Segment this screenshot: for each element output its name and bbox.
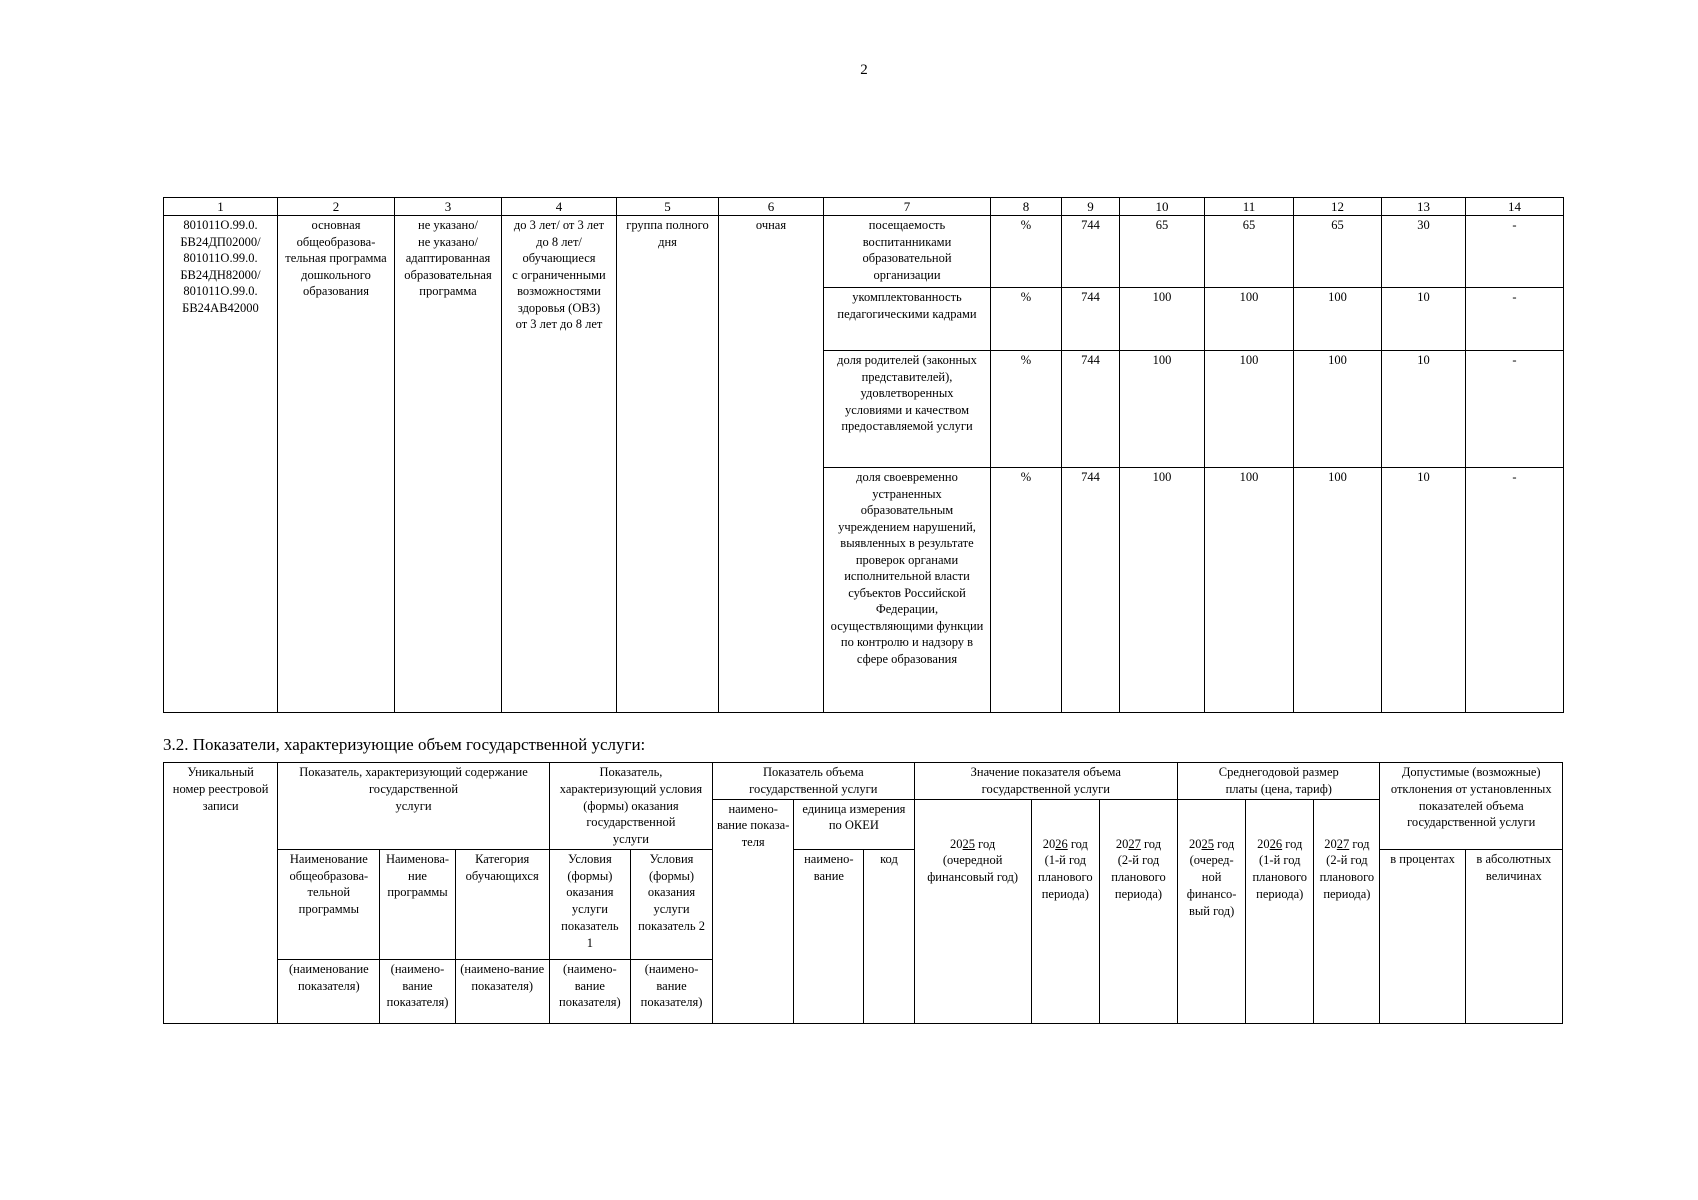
column-numbers-row — [164, 198, 1564, 216]
year-prefix: 20 — [1115, 836, 1129, 851]
deviation-percent: 10 — [1382, 288, 1466, 351]
subheader-condition-1: Условия (формы) оказания услуги показатель 1 — [549, 849, 630, 959]
subheader-category: Категория обучающихся — [455, 849, 549, 959]
col-number: 3 — [395, 198, 502, 216]
subheader-condition-2: Условия (формы) оказания услуги показатель 2 — [630, 849, 712, 959]
col-number: 1 — [164, 198, 278, 216]
header-year-2025 — [914, 799, 1031, 1023]
indicator-code: 744 — [1062, 288, 1120, 351]
year-value: 26 — [1269, 836, 1283, 851]
header-conditions-indicator: Показатель, характеризующий условия (формы) оказания государственной услуги — [549, 763, 712, 850]
indicator-2026: 65 — [1205, 216, 1294, 288]
quality-indicators-table — [163, 197, 1564, 713]
header-fee-year-2026 — [1246, 799, 1314, 1023]
indicator-2026: 100 — [1205, 351, 1294, 468]
indicator-name: укомплектованность педагогическими кадрами — [824, 288, 991, 351]
subheader-program-name: Наименование общеобразова- тельной программы — [278, 849, 380, 959]
year-suffix: год — [1282, 836, 1303, 851]
col-number: 9 — [1062, 198, 1120, 216]
education-form: очная — [719, 216, 824, 713]
indicator-2026: 100 — [1205, 288, 1294, 351]
indicator-2025: 100 — [1120, 351, 1205, 468]
header-fee-year-2025 — [1178, 799, 1246, 1023]
indicator-unit: % — [991, 216, 1062, 288]
deviation-absolute: - — [1466, 468, 1564, 713]
col-number: 11 — [1205, 198, 1294, 216]
deviation-absolute: - — [1466, 216, 1564, 288]
section-title: 3.2. Показатели, характеризующие объем государственной услуги: — [163, 735, 646, 754]
indicator-2025: 65 — [1120, 216, 1205, 288]
year-prefix: 20 — [1324, 836, 1337, 851]
year-suffix: год — [1214, 836, 1235, 851]
year-description: (2-й год планового периода) — [1111, 853, 1166, 901]
program-type: не указано/ не указано/ адаптированная образовательная программа — [395, 216, 502, 713]
col-number: 5 — [617, 198, 719, 216]
indicator-2027: 100 — [1294, 351, 1382, 468]
indicator-label: (наимено- вание показателя) — [630, 959, 712, 1023]
year-description: (1-й год планового периода) — [1252, 853, 1308, 901]
indicator-code: 744 — [1062, 216, 1120, 288]
year-suffix: год — [975, 836, 996, 851]
indicator-2027: 65 — [1294, 216, 1382, 288]
year-description: (очеред- ной финансо- вый год) — [1186, 853, 1237, 918]
indicator-code: 744 — [1062, 468, 1120, 713]
table-row — [164, 216, 1564, 288]
header-registry-number: Уникальный номер реестровой записи — [164, 763, 278, 1024]
indicator-unit: % — [991, 288, 1062, 351]
subheader-deviation-absolute: в абсолютных величинах — [1465, 849, 1562, 1023]
year-prefix: 20 — [1257, 836, 1270, 851]
year-description: (1-й год планового периода) — [1038, 853, 1093, 901]
col-number: 10 — [1120, 198, 1205, 216]
header-average-fee: Среднегодовой размер платы (цена, тариф) — [1178, 763, 1380, 800]
year-value: 27 — [1336, 836, 1350, 851]
header-content-indicator: Показатель, характеризующий содержание государственной услуги — [278, 763, 550, 850]
deviation-percent: 10 — [1382, 468, 1466, 713]
col-number: 8 — [991, 198, 1062, 216]
deviation-percent: 10 — [1382, 351, 1466, 468]
header-year-2026 — [1031, 799, 1099, 1023]
indicator-name: доля родителей (законных представителей), удовлетворенных условиями и качеством предоставляемой услуги — [824, 351, 991, 468]
indicator-name: доля своевременно устраненных образовательным учреждением нарушений, выявленных в результате проверок органами исполнительной власти субъектов Российской Федерации, осуществляющими функции по контролю и надзору в сфере образования — [824, 468, 991, 713]
deviation-percent: 30 — [1382, 216, 1466, 288]
indicator-unit: % — [991, 468, 1062, 713]
header-fee-year-2027 — [1314, 799, 1380, 1023]
program-content: основная общеобразова- тельная программа дошкольного образования — [278, 216, 395, 713]
indicator-label: (наимено- вание показателя) — [380, 959, 455, 1023]
year-prefix: 20 — [1042, 836, 1056, 851]
indicator-2026: 100 — [1205, 468, 1294, 713]
indicator-2027: 100 — [1294, 468, 1382, 713]
volume-indicators-table — [163, 762, 1563, 1024]
col-number: 2 — [278, 198, 395, 216]
subheader-okei-name: наимено- вание — [794, 849, 864, 1023]
subheader-okei-code: код — [864, 849, 914, 1023]
stay-mode: группа полного дня — [617, 216, 719, 713]
year-prefix: 20 — [1189, 836, 1202, 851]
indicator-label: (наименование показателя) — [278, 959, 380, 1023]
header-volume-indicator: Показатель объема государственной услуги — [713, 763, 914, 800]
col-number: 6 — [719, 198, 824, 216]
year-value: 26 — [1055, 836, 1068, 851]
header-year-2027 — [1099, 799, 1177, 1023]
student-category: до 3 лет/ от 3 лет до 8 лет/ обучающиеся с ограниченными возможностями здоровья (ОВЗ) от 3 лет до 8 лет — [502, 216, 617, 713]
subheader-program: Наименова- ние программы — [380, 849, 455, 959]
indicator-label: (наимено-вание показателя) — [455, 959, 549, 1023]
page-number: 2 — [860, 62, 868, 78]
subheader-deviation-percent: в процентах — [1380, 849, 1465, 1023]
indicator-2027: 100 — [1294, 288, 1382, 351]
deviation-absolute: - — [1466, 351, 1564, 468]
header-volume-value: Значение показателя объема государственной услуги — [914, 763, 1178, 800]
deviation-absolute: - — [1466, 288, 1564, 351]
header-okei-unit: единица измерения по ОКЕИ — [794, 799, 914, 849]
year-description: (2-й год планового периода) — [1319, 853, 1375, 901]
header-indicator-name: наимено- вание показа- теля — [713, 799, 794, 1023]
indicator-2025: 100 — [1120, 468, 1205, 713]
indicator-name: посещаемость воспитанниками образовательной организации — [824, 216, 991, 288]
col-number: 12 — [1294, 198, 1382, 216]
year-suffix: год — [1349, 836, 1370, 851]
year-description: (очередной финансовый год) — [927, 853, 1019, 884]
year-value: 25 — [1201, 836, 1215, 851]
year-suffix: год — [1140, 836, 1162, 851]
year-value: 25 — [962, 836, 976, 851]
indicator-2025: 100 — [1120, 288, 1205, 351]
header-allowed-deviation: Допустимые (возможные) отклонения от установленных показателей объема государственной услуги — [1380, 763, 1563, 850]
year-suffix: год — [1067, 836, 1088, 851]
indicator-code: 744 — [1062, 351, 1120, 468]
col-number: 4 — [502, 198, 617, 216]
col-number: 14 — [1466, 198, 1564, 216]
indicator-label: (наимено- вание показателя) — [549, 959, 630, 1023]
col-number: 13 — [1382, 198, 1466, 216]
registry-number: 801011О.99.0. БВ24ДП02000/ 801011О.99.0. БВ24ДН82000/ 801011О.99.0. БВ24АВ42000 — [164, 216, 278, 713]
col-number: 7 — [824, 198, 991, 216]
year-prefix: 20 — [950, 836, 963, 851]
indicator-unit: % — [991, 351, 1062, 468]
year-value: 27 — [1128, 836, 1141, 851]
